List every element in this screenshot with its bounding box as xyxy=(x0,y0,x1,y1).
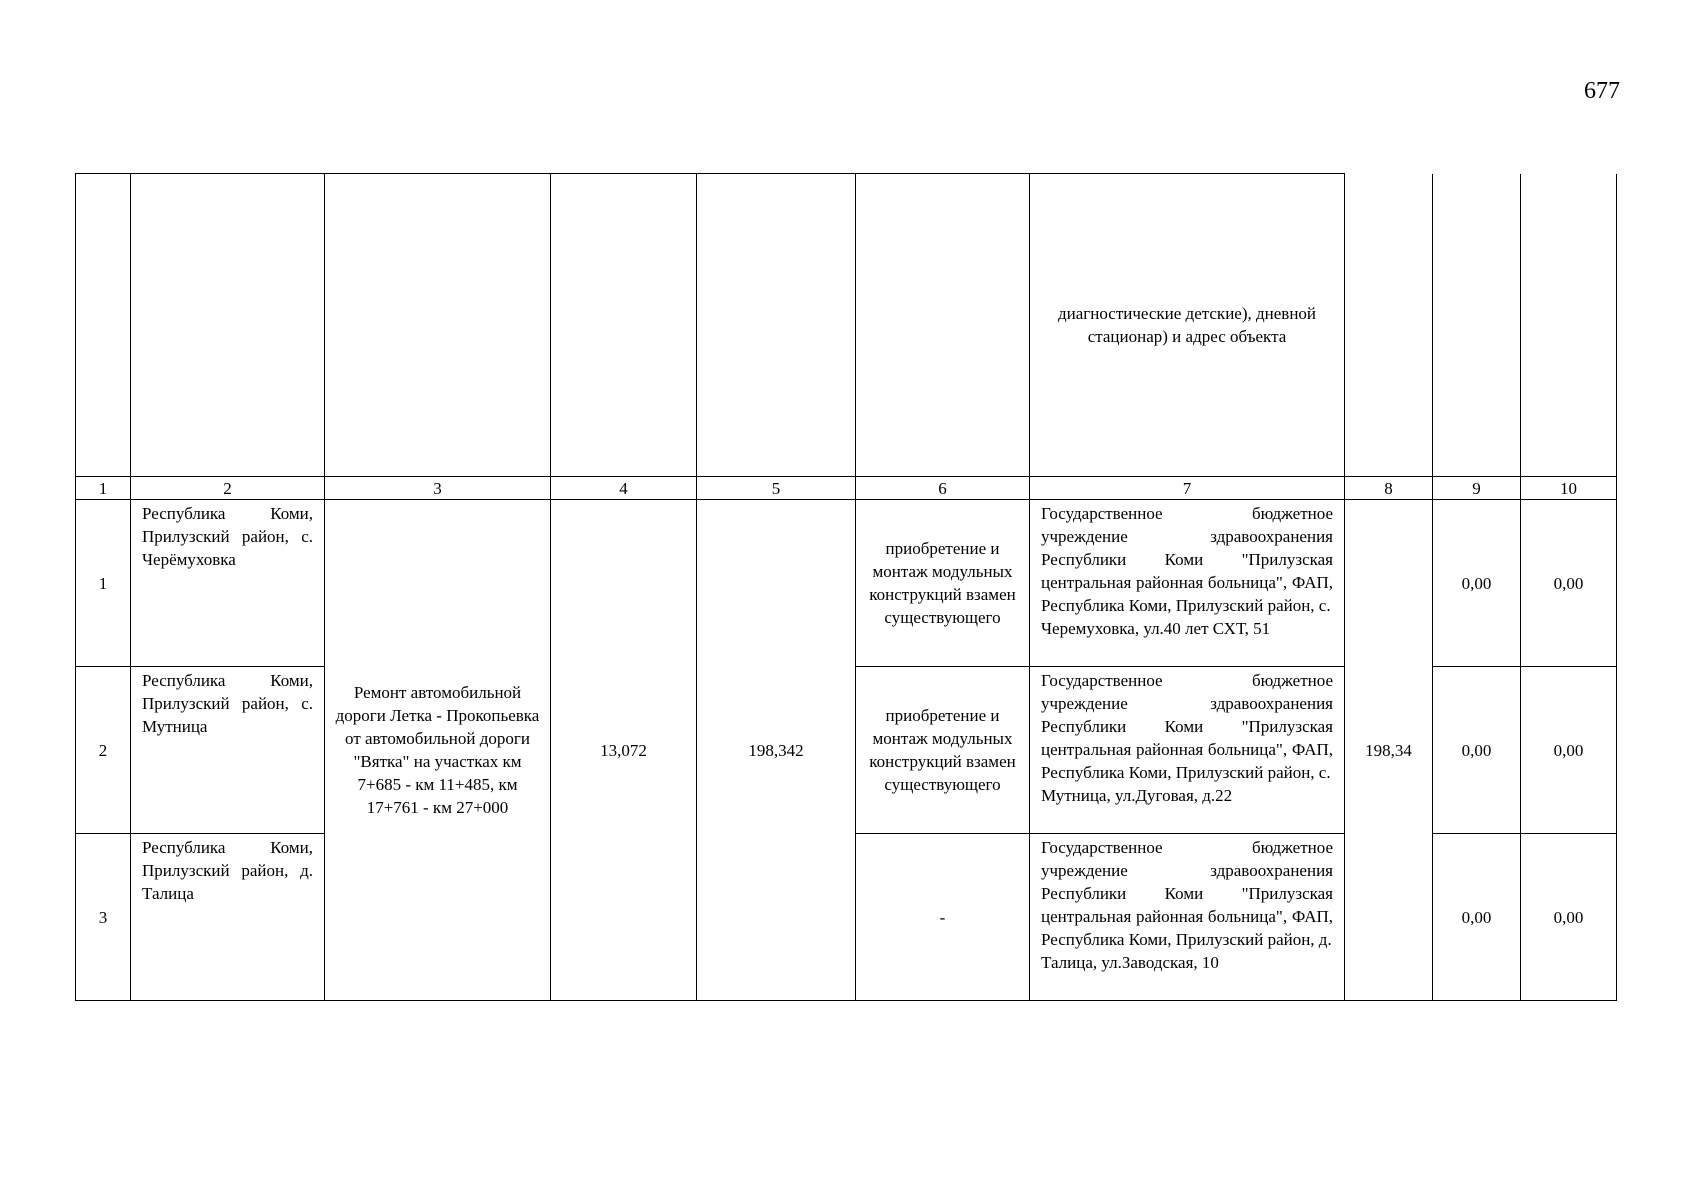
row-number: 2 xyxy=(76,667,131,834)
cont-cell-5 xyxy=(697,174,856,477)
col9-value: 0,00 xyxy=(1433,667,1521,834)
location-cell: Республика Коми, Прилузский район, с. Мутница xyxy=(131,667,325,834)
cont-cell-2 xyxy=(131,174,325,477)
column-number: 4 xyxy=(551,477,697,500)
location-cell: Республика Коми, Прилузский район, д. Талица xyxy=(131,834,325,1001)
column-number: 2 xyxy=(131,477,325,500)
col4-value: 13,072 xyxy=(551,500,697,1001)
work-cell: приобретение и монтаж модульных конструкций взамен существующего xyxy=(856,667,1030,834)
col5-value: 198,342 xyxy=(697,500,856,1001)
cont-cell-10 xyxy=(1521,174,1617,477)
column-number: 7 xyxy=(1030,477,1345,500)
col10-value: 0,00 xyxy=(1521,500,1617,667)
work-cell: приобретение и монтаж модульных конструкций взамен существующего xyxy=(856,500,1030,667)
institution-text: Государственное бюджетное учреждение здравоохранения Республики Коми "Прилузская центральная районная больница", ФАП, Республика Коми, Прилузский район, с. xyxy=(1041,504,1333,615)
column-number: 8 xyxy=(1345,477,1433,500)
column-number: 3 xyxy=(325,477,551,500)
table-row xyxy=(76,500,1617,667)
col8-value: 198,34 xyxy=(1345,500,1433,1001)
cont-cell-8 xyxy=(1345,174,1433,477)
document-table xyxy=(75,173,1617,1001)
institution-cell xyxy=(1030,500,1345,667)
cont-cell-9 xyxy=(1433,174,1521,477)
column-number: 10 xyxy=(1521,477,1617,500)
cont-cell-3 xyxy=(325,174,551,477)
col9-value: 0,00 xyxy=(1433,500,1521,667)
col9-value: 0,00 xyxy=(1433,834,1521,1001)
location-cell: Республика Коми, Прилузский район, с. Черёмуховка xyxy=(131,500,325,667)
institution-address: Мутница, ул.Дуговая, д.22 xyxy=(1041,786,1233,805)
cont-cell-4 xyxy=(551,174,697,477)
column-number-row xyxy=(76,477,1617,500)
cont-cell-1 xyxy=(76,174,131,477)
column-number: 1 xyxy=(76,477,131,500)
continuation-row xyxy=(76,174,1617,477)
column-number: 6 xyxy=(856,477,1030,500)
column-number: 9 xyxy=(1433,477,1521,500)
col10-value: 0,00 xyxy=(1521,667,1617,834)
institution-cell xyxy=(1030,667,1345,834)
institution-text: Государственное бюджетное учреждение здравоохранения Республики Коми "Прилузская центральная районная больница", ФАП, Республика Коми, Прилузский район, д. xyxy=(1041,838,1333,949)
institution-cell xyxy=(1030,834,1345,1001)
work-cell: - xyxy=(856,834,1030,1001)
cont-cell-6 xyxy=(856,174,1030,477)
institution-address: Черемуховка, ул.40 лет СХТ, 51 xyxy=(1041,619,1271,638)
row-number: 1 xyxy=(76,500,131,667)
page-number: 677 xyxy=(1584,78,1620,104)
header-continuation-text: диагностические детские), дневной стационар) и адрес объекта xyxy=(1030,174,1345,477)
institution-address: Талица, ул.Заводская, 10 xyxy=(1041,953,1219,972)
road-repair-cell: Ремонт автомобильной дороги Летка - Прокопьевка от автомобильной дороги "Вятка" на участках км 7+685 - км 11+485, км 17+761 - км 27+000 xyxy=(325,500,551,1001)
institution-text: Государственное бюджетное учреждение здравоохранения Республики Коми "Прилузская центральная районная больница", ФАП, Республика Коми, Прилузский район, с. xyxy=(1041,671,1333,782)
column-number: 5 xyxy=(697,477,856,500)
row-number: 3 xyxy=(76,834,131,1001)
col10-value: 0,00 xyxy=(1521,834,1617,1001)
